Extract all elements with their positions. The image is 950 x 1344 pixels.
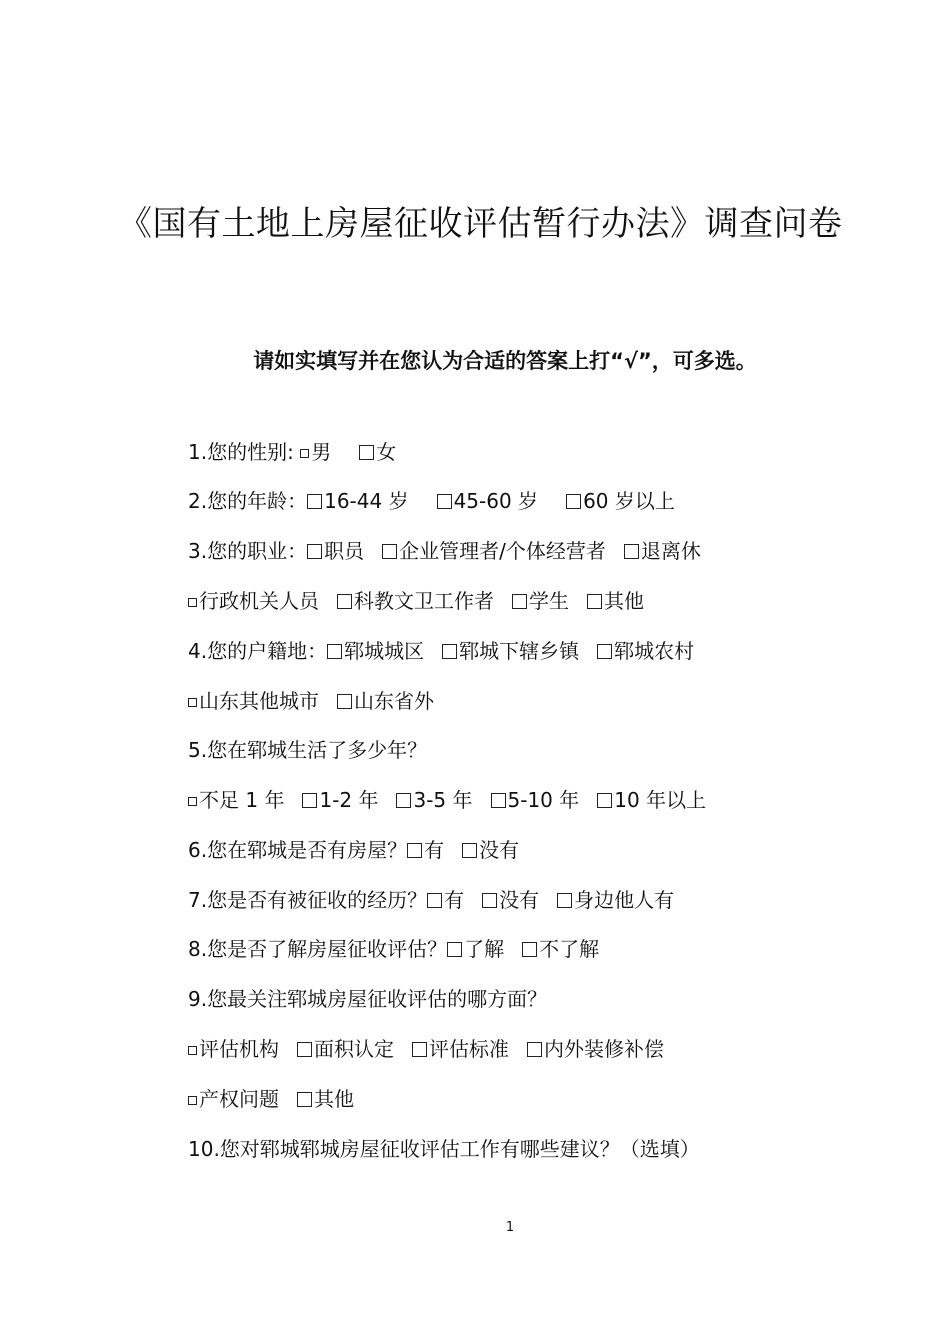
question-4-continued	[188, 687, 452, 715]
question-5-options	[188, 786, 724, 814]
checkbox[interactable]	[522, 942, 537, 957]
option-other-city[interactable]: 山东其他城市	[188, 689, 319, 713]
checkbox[interactable]	[427, 893, 442, 908]
checkbox[interactable]	[597, 644, 612, 659]
option-has-house[interactable]: 有	[407, 838, 444, 862]
question-8-label: 8.您是否了解房屋征收评估？	[188, 937, 448, 961]
question-8	[188, 935, 617, 963]
page-number: 1	[505, 1220, 515, 1235]
checkbox[interactable]	[442, 644, 457, 659]
option-decoration[interactable]: 内外装修补偿	[527, 1037, 664, 1061]
question-2	[188, 487, 693, 515]
checkbox[interactable]	[337, 694, 352, 709]
question-3	[188, 537, 719, 565]
checkbox[interactable]	[302, 793, 317, 808]
checkbox[interactable]	[396, 793, 411, 808]
option-staff[interactable]: 职员	[307, 539, 364, 563]
option-area[interactable]: 面积认定	[297, 1037, 394, 1061]
checkbox[interactable]	[597, 793, 612, 808]
option-standard[interactable]: 评估标准	[412, 1037, 509, 1061]
option-agency[interactable]: 评估机构	[188, 1037, 279, 1061]
checkbox[interactable]	[527, 1042, 542, 1057]
checkbox[interactable]	[188, 1046, 197, 1055]
option-years-lt1[interactable]: 不足 1 年	[188, 788, 284, 812]
question-6	[188, 836, 537, 864]
checkbox[interactable]	[447, 942, 462, 957]
checkbox[interactable]	[512, 594, 527, 609]
checkbox[interactable]	[188, 1096, 197, 1105]
checkbox[interactable]	[566, 494, 581, 509]
question-1	[188, 438, 414, 466]
option-rural[interactable]: 郓城农村	[597, 639, 694, 663]
checkbox[interactable]	[359, 445, 374, 460]
option-government[interactable]: 行政机关人员	[188, 589, 319, 613]
checkbox[interactable]	[557, 893, 572, 908]
question-4	[188, 637, 712, 665]
option-expropriated-yes[interactable]: 有	[427, 888, 464, 912]
option-age-60-plus[interactable]: 60 岁以上	[566, 489, 675, 513]
checkbox[interactable]	[297, 1092, 312, 1107]
question-6-label: 6.您在郓城是否有房屋？	[188, 838, 408, 862]
checkbox[interactable]	[297, 1042, 312, 1057]
option-outside-province[interactable]: 山东省外	[337, 689, 434, 713]
document-title: 《国有土地上房屋征收评估暂行办法》调查问卷	[118, 204, 843, 244]
checkbox[interactable]	[437, 494, 452, 509]
checkbox[interactable]	[407, 843, 422, 858]
checkbox[interactable]	[307, 544, 322, 559]
checkbox[interactable]	[300, 449, 309, 458]
question-3-label: 3.您的职业：	[188, 539, 308, 563]
option-female[interactable]: 女	[359, 440, 396, 464]
option-years-3-5[interactable]: 3-5 年	[396, 788, 472, 812]
option-other-job[interactable]: 其他	[587, 589, 644, 613]
option-urban[interactable]: 郓城城区	[327, 639, 424, 663]
question-9-label: 9.您最关注郓城房屋征收评估的哪方面？	[188, 987, 548, 1011]
checkbox[interactable]	[307, 494, 322, 509]
question-9-options	[188, 1035, 682, 1063]
option-male[interactable]: 男	[300, 440, 331, 464]
question-10-label: 10.您对郓城郓城房屋征收评估工作有哪些建议？（选填）	[188, 1137, 700, 1161]
checkbox[interactable]	[412, 1042, 427, 1057]
question-4-label: 4.您的户籍地：	[188, 639, 328, 663]
question-5-label: 5.您在郓城生活了多少年？	[188, 738, 428, 762]
option-age-45-60[interactable]: 45-60 岁	[437, 489, 538, 513]
option-manager[interactable]: 企业管理者/个体经营者	[382, 539, 606, 563]
option-town[interactable]: 郓城下辖乡镇	[442, 639, 579, 663]
checkbox[interactable]	[482, 893, 497, 908]
checkbox[interactable]	[491, 793, 506, 808]
checkbox[interactable]	[337, 594, 352, 609]
checkbox[interactable]	[462, 843, 477, 858]
option-years-5-10[interactable]: 5-10 年	[491, 788, 580, 812]
option-years-10-plus[interactable]: 10 年以上	[597, 788, 706, 812]
option-others-expropriated[interactable]: 身边他人有	[557, 888, 674, 912]
option-student[interactable]: 学生	[512, 589, 569, 613]
option-expropriated-no[interactable]: 没有	[482, 888, 539, 912]
option-understand[interactable]: 了解	[447, 937, 504, 961]
question-3-continued	[188, 587, 662, 615]
checkbox[interactable]	[188, 598, 197, 607]
instructions: 请如实填写并在您认为合适的答案上打“√”，可多选。	[253, 349, 757, 373]
checkbox[interactable]	[624, 544, 639, 559]
option-retired[interactable]: 退离休	[624, 539, 701, 563]
checkbox[interactable]	[188, 797, 197, 806]
option-other-concern[interactable]: 其他	[297, 1087, 354, 1111]
option-age-16-44[interactable]: 16-44 岁	[307, 489, 408, 513]
option-not-understand[interactable]: 不了解	[522, 937, 599, 961]
question-7	[188, 886, 692, 914]
question-2-label: 2.您的年龄：	[188, 489, 308, 513]
question-7-label: 7.您是否有被征收的经历？	[188, 888, 428, 912]
option-property-rights[interactable]: 产权问题	[188, 1087, 279, 1111]
checkbox[interactable]	[188, 698, 197, 707]
question-1-label: 1.您的性别:	[188, 440, 301, 464]
option-years-1-2[interactable]: 1-2 年	[302, 788, 378, 812]
option-education[interactable]: 科教文卫工作者	[337, 589, 494, 613]
checkbox[interactable]	[327, 644, 342, 659]
option-no-house[interactable]: 没有	[462, 838, 519, 862]
checkbox[interactable]	[587, 594, 602, 609]
checkbox[interactable]	[382, 544, 397, 559]
question-9-options-continued	[188, 1085, 372, 1113]
